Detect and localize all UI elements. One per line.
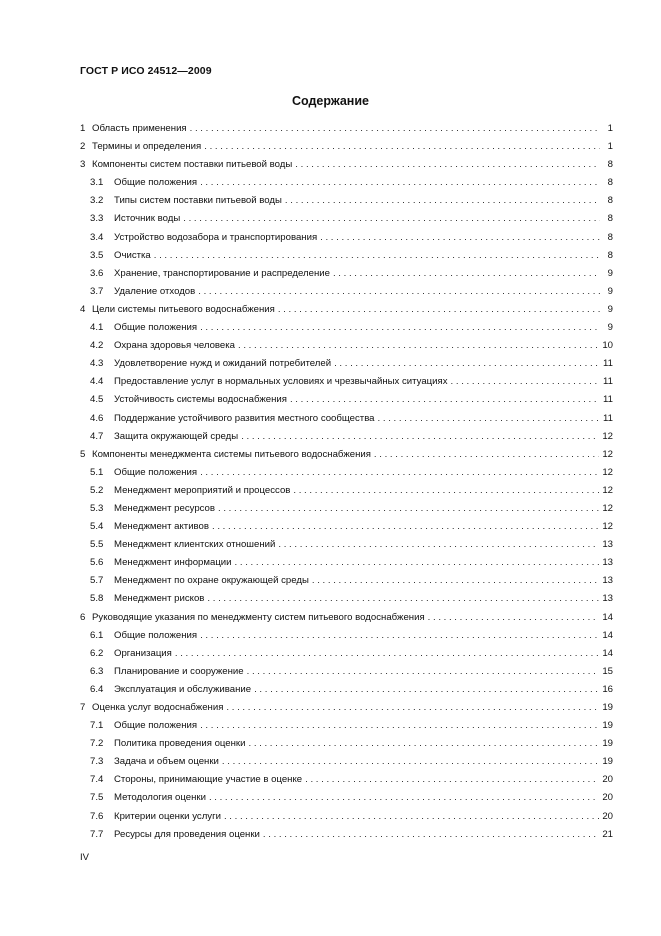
toc-entry-title: Хранение, транспортирование и распределение	[114, 267, 330, 279]
toc-entry-title: Поддержание устойчивого развития местного сообщества	[114, 412, 375, 424]
toc-entry-number: 4	[80, 303, 86, 315]
toc-entry-page: 11	[603, 394, 613, 406]
toc-entry-title: Устройство водозабора и транспортирования	[114, 231, 318, 243]
toc-entry-number: 5.1	[90, 466, 104, 478]
toc-dot-leader	[312, 572, 599, 590]
toc-entry-page: 9	[607, 285, 613, 297]
toc-entry-page: 21	[602, 828, 613, 840]
toc-subsection-entry[interactable]	[80, 391, 613, 409]
toc-entry-title: Предоставление услуг в нормальных условиях и чрезвычайных ситуациях	[114, 376, 448, 388]
toc-dot-leader	[247, 663, 600, 681]
toc-entry-title: Методология оценки	[114, 792, 206, 804]
toc-entry-title: Устойчивость системы водоснабжения	[114, 394, 287, 406]
toc-entry-number: 4.6	[90, 412, 104, 424]
toc-entry-number: 4.1	[90, 322, 104, 334]
toc-entry-page: 14	[602, 629, 613, 641]
toc-subsection-entry[interactable]	[80, 464, 613, 482]
toc-dot-leader	[226, 699, 599, 717]
page-title: Содержание	[291, 94, 369, 108]
toc-entry-page: 9	[607, 322, 613, 334]
toc-entry-title: Компоненты систем поставки питьевой воды	[92, 159, 293, 171]
toc-entry-number: 1	[80, 123, 86, 134]
toc-dot-leader	[320, 229, 600, 247]
toc-dot-leader	[378, 410, 600, 428]
toc-entry-number: 5.7	[90, 575, 104, 587]
toc-dot-leader	[285, 192, 600, 210]
toc-entry-page: 13	[602, 575, 613, 587]
toc-entry-title: Типы систем поставки питьевой воды	[114, 195, 282, 207]
toc-entry-number: 7	[80, 702, 86, 713]
toc-entry-page: 11	[603, 412, 613, 424]
toc-subsection-entry[interactable]	[80, 735, 613, 753]
toc-entry-page: 14	[602, 647, 613, 659]
toc-subsection-entry[interactable]	[80, 753, 613, 771]
toc-dot-leader	[198, 283, 600, 301]
toc-subsection-entry[interactable]	[80, 518, 613, 536]
toc-dot-leader	[235, 554, 600, 572]
toc-subsection-entry[interactable]	[80, 229, 613, 247]
toc-entry-number: 4.3	[90, 358, 104, 370]
toc-entry-number: 5.4	[90, 521, 104, 533]
toc-entry-page: 13	[602, 539, 613, 551]
toc-dot-leader	[374, 446, 599, 464]
toc-entry-title: Планирование и сооружение	[114, 665, 244, 677]
toc-entry-number: 3.3	[90, 213, 104, 225]
toc-entry-title: Защита окружающей среды	[114, 430, 239, 442]
toc-entry-page: 12	[602, 448, 613, 460]
toc-dot-leader	[334, 355, 600, 373]
toc-entry-page: 12	[602, 502, 613, 514]
toc-entry-title: Менеджмент клиентских отношений	[114, 539, 276, 551]
toc-entry-page: 13	[602, 593, 613, 605]
toc-entry-page: 12	[602, 466, 613, 478]
toc-entry-number: 5.5	[90, 539, 104, 551]
toc-entry-title: Охрана здоровья человека	[114, 340, 235, 352]
toc-entry-title: Общие положения	[114, 177, 198, 189]
toc-entry-number: 4.4	[90, 376, 104, 388]
toc-dot-leader	[293, 482, 599, 500]
toc-section-entry[interactable]	[80, 609, 613, 627]
toc-entry-title: Менеджмент рисков	[114, 593, 205, 605]
toc-entry-number: 3.7	[90, 285, 104, 297]
toc-subsection-entry[interactable]	[80, 536, 613, 554]
toc-entry-title: Общие положения	[114, 322, 198, 334]
toc-subsection-entry[interactable]	[80, 771, 613, 789]
toc-entry-title: Критерии оценки услуги	[114, 810, 221, 822]
toc-entry-number: 7.6	[90, 810, 104, 822]
toc-section-entry[interactable]	[80, 446, 613, 464]
toc-entry-number: 3.6	[90, 267, 104, 279]
toc-entry-page: 9	[607, 267, 613, 279]
toc-entry-page: 8	[607, 159, 613, 171]
toc-entry-page: 8	[607, 249, 613, 261]
toc-entry-number: 7.4	[90, 774, 104, 786]
toc-dot-leader	[305, 771, 599, 789]
toc-entry-number: 4.2	[90, 340, 104, 352]
toc-dot-leader	[224, 808, 599, 826]
toc-entry-page: 19	[602, 720, 613, 732]
toc-dot-leader	[218, 500, 599, 518]
toc-entry-title: Удаление отходов	[114, 285, 196, 297]
toc-entry-page: 11	[603, 358, 613, 370]
toc-section-entry[interactable]	[80, 699, 613, 717]
toc-dot-leader	[248, 735, 599, 753]
toc-dot-leader	[200, 174, 600, 192]
toc-entry-number: 7.2	[90, 738, 104, 750]
toc-entry-page: 8	[607, 195, 613, 207]
toc-dot-leader	[200, 627, 599, 645]
toc-dot-leader	[238, 337, 599, 355]
toc-entry-title: Организация	[114, 647, 172, 659]
toc-subsection-entry[interactable]	[80, 283, 613, 301]
toc-entry-page: 12	[602, 484, 613, 496]
toc-entry-page: 19	[602, 738, 613, 750]
toc-entry-title: Менеджмент мероприятий и процессов	[114, 484, 291, 496]
toc-entry-number: 6.1	[90, 629, 104, 641]
toc-entry-number: 4.7	[90, 430, 104, 442]
toc-entry-number: 6.4	[90, 683, 104, 695]
toc-subsection-entry[interactable]	[80, 174, 613, 192]
table-of-contents	[80, 120, 613, 844]
toc-entry-page: 10	[602, 340, 613, 352]
toc-entry-title: Общие положения	[114, 629, 198, 641]
toc-entry-page: 13	[602, 557, 613, 569]
toc-subsection-entry[interactable]	[80, 663, 613, 681]
toc-entry-number: 3.4	[90, 231, 104, 243]
toc-entry-page: 9	[607, 303, 613, 315]
toc-subsection-entry[interactable]	[80, 627, 613, 645]
toc-dot-leader	[200, 319, 600, 337]
document-code-header: ГОСТ Р ИСО 24512—2009	[80, 65, 212, 77]
toc-entry-page: 15	[602, 665, 613, 677]
toc-dot-leader	[200, 717, 599, 735]
toc-entry-page: 8	[607, 231, 613, 243]
toc-dot-leader	[209, 789, 599, 807]
toc-entry-title: Термины и определения	[92, 141, 202, 153]
toc-subsection-entry[interactable]	[80, 373, 613, 391]
toc-entry-page: 19	[602, 756, 613, 768]
toc-subsection-entry[interactable]	[80, 681, 613, 699]
toc-dot-leader	[212, 518, 599, 536]
toc-dot-leader	[241, 428, 599, 446]
toc-subsection-entry[interactable]	[80, 554, 613, 572]
toc-dot-leader	[190, 120, 600, 138]
toc-subsection-entry[interactable]	[80, 247, 613, 265]
toc-subsection-entry[interactable]	[80, 210, 613, 228]
toc-entry-number: 5	[80, 448, 86, 460]
toc-entry-page: 20	[602, 792, 613, 804]
toc-entry-page: 1	[607, 141, 613, 153]
toc-subsection-entry[interactable]	[80, 355, 613, 373]
toc-entry-page: 14	[602, 611, 613, 623]
toc-entry-page: 19	[602, 702, 613, 713]
toc-subsection-entry[interactable]	[80, 410, 613, 428]
toc-dot-leader	[207, 590, 599, 608]
toc-entry-page: 20	[602, 774, 613, 786]
toc-subsection-entry[interactable]	[80, 192, 613, 210]
toc-entry-title: Общие положения	[114, 466, 198, 478]
toc-entry-title: Руководящие указания по менеджменту систем питьевого водоснабжения	[92, 611, 425, 623]
toc-subsection-entry[interactable]	[80, 717, 613, 735]
toc-entry-title: Очистка	[114, 249, 151, 261]
toc-section-entry[interactable]	[80, 120, 613, 138]
toc-dot-leader	[175, 645, 599, 663]
toc-dot-leader	[254, 681, 599, 699]
toc-dot-leader	[154, 247, 600, 265]
toc-entry-title: Общие положения	[114, 720, 198, 732]
toc-entry-title: Цели системы питьевого водоснабжения	[92, 303, 275, 315]
toc-dot-leader	[222, 753, 599, 771]
toc-subsection-entry[interactable]	[80, 482, 613, 500]
toc-dot-leader	[183, 210, 600, 228]
toc-subsection-entry[interactable]	[80, 500, 613, 518]
toc-entry-page: 12	[602, 521, 613, 533]
toc-entry-number: 7.5	[90, 792, 104, 804]
toc-entry-number: 3.1	[90, 177, 104, 189]
toc-dot-leader	[333, 265, 600, 283]
toc-entry-number: 7.1	[90, 720, 104, 732]
toc-entry-number: 3.5	[90, 249, 104, 261]
toc-entry-title: Стороны, принимающие участие в оценке	[114, 774, 303, 786]
toc-subsection-entry[interactable]	[80, 572, 613, 590]
toc-subsection-entry[interactable]	[80, 789, 613, 807]
toc-entry-title: Удовлетворение нужд и ожиданий потребителей	[114, 358, 332, 370]
toc-entry-number: 3	[80, 159, 86, 171]
toc-section-entry[interactable]	[80, 138, 613, 156]
toc-entry-number: 4.5	[90, 394, 104, 406]
toc-entry-number: 6.2	[90, 647, 104, 659]
toc-entry-number: 7.7	[90, 828, 104, 840]
toc-entry-page: 20	[602, 810, 613, 822]
toc-entry-number: 5.3	[90, 502, 104, 514]
toc-entry-number: 5.2	[90, 484, 104, 496]
toc-entry-title: Менеджмент информации	[114, 557, 232, 569]
toc-entry-page: 12	[602, 430, 613, 442]
toc-dot-leader	[428, 609, 600, 627]
toc-entry-title: Политика проведения оценки	[114, 738, 246, 750]
toc-entry-title: Ресурсы для проведения оценки	[114, 828, 260, 840]
toc-dot-leader	[451, 373, 600, 391]
toc-entry-number: 5.8	[90, 593, 104, 605]
toc-entry-title: Менеджмент ресурсов	[114, 502, 215, 514]
toc-entry-title: Компоненты менеджмента системы питьевого водоснабжения	[92, 448, 371, 460]
toc-dot-leader	[278, 536, 599, 554]
toc-entry-number: 7.3	[90, 756, 104, 768]
toc-subsection-entry[interactable]	[80, 645, 613, 663]
toc-entry-number: 6	[80, 611, 86, 623]
toc-dot-leader	[263, 826, 599, 844]
toc-dot-leader	[290, 391, 600, 409]
toc-entry-page: 11	[603, 376, 613, 388]
toc-entry-page: 8	[607, 213, 613, 225]
toc-subsection-entry[interactable]	[80, 337, 613, 355]
toc-entry-title: Область применения	[92, 123, 187, 134]
page-number: IV	[80, 852, 89, 863]
toc-subsection-entry[interactable]	[80, 808, 613, 826]
toc-entry-number: 3.2	[90, 195, 104, 207]
toc-subsection-entry[interactable]	[80, 265, 613, 283]
toc-entry-page: 16	[602, 683, 613, 695]
toc-entry-title: Менеджмент по охране окружающей среды	[114, 575, 309, 587]
toc-dot-leader	[295, 156, 600, 174]
toc-entry-page: 8	[607, 177, 613, 189]
toc-entry-title: Источник воды	[114, 213, 181, 225]
toc-entry-number: 6.3	[90, 665, 104, 677]
toc-entry-title: Эксплуатация и обслуживание	[114, 683, 252, 695]
toc-dot-leader	[278, 301, 600, 319]
toc-entry-title: Задача и объем оценки	[114, 756, 219, 768]
toc-subsection-entry[interactable]	[80, 590, 613, 608]
toc-subsection-entry[interactable]	[80, 826, 613, 844]
toc-dot-leader	[200, 464, 599, 482]
toc-section-entry[interactable]	[80, 301, 613, 319]
toc-entry-number: 2	[80, 141, 86, 153]
toc-subsection-entry[interactable]	[80, 319, 613, 337]
toc-entry-number: 5.6	[90, 557, 104, 569]
toc-entry-title: Оценка услуг водоснабжения	[92, 702, 224, 713]
toc-subsection-entry[interactable]	[80, 428, 613, 446]
toc-dot-leader	[204, 138, 600, 156]
toc-section-entry[interactable]	[80, 156, 613, 174]
toc-entry-page: 1	[607, 123, 613, 134]
toc-entry-title: Менеджмент активов	[114, 521, 209, 533]
